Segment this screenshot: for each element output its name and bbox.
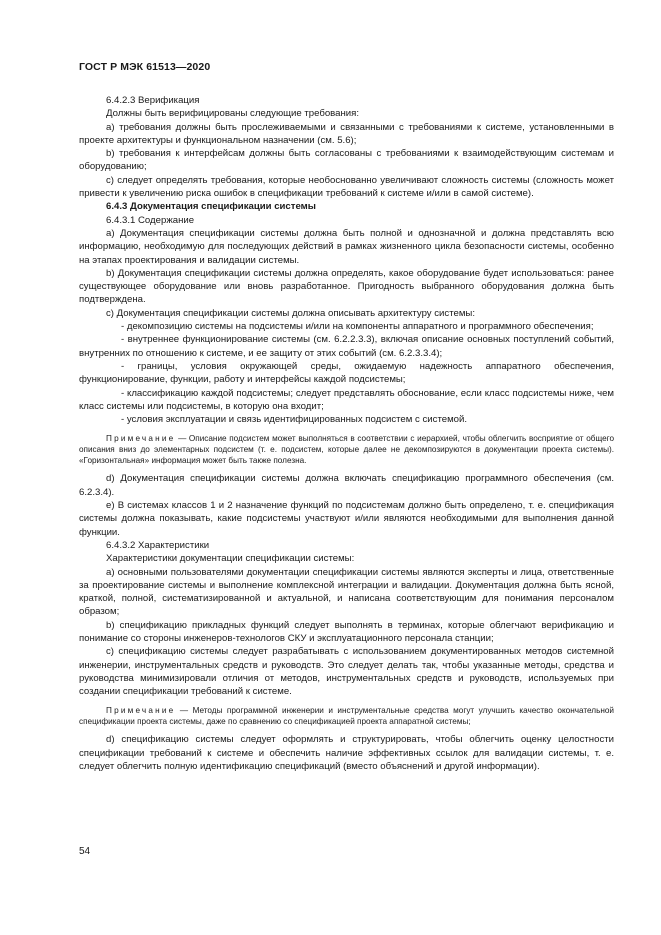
list-item: b) требования к интерфейсам должны быть согласованы с требованиями к взаимодействующим системам и оборудованию;	[79, 148, 614, 173]
dash-item: - классификацию каждой подсистемы; следует представлять обоснование, если класс подсистемы ниже, чем класс системы или подсистемы, в которую она входит;	[79, 387, 614, 412]
list-item: c) спецификацию системы следует разрабатывать с использованием документированных методов системной инженерии, инструментальных средств и руководств. Это следует делать так, чтобы указанные методы, средства и руководства минимизировали отличия от методов, инструментальных средств и руководств, используемых при создании спецификации требований к системе.	[79, 646, 614, 698]
note-text: — Методы программной инженерии и инструментальные средства могут улучшить качество окончательной спецификации проекта системы, даже по сравнению со спецификацией проекта аппаратной системы;	[79, 706, 615, 727]
list-item: a) требования должны быть прослеживаемыми и связанными с требованиями к системе, установленными в проекте архитектуры и функциональном назначении (см. 5.6);	[79, 121, 614, 146]
note-label: Примечание	[106, 434, 176, 444]
document-header: ГОСТ Р МЭК 61513—2020	[79, 61, 211, 73]
dash-item: - границы, условия окружающей среды, ожидаемую надежность аппаратного обеспечения, функционирование, функции, работу и интерфейсы каждой подсистемы;	[79, 360, 614, 386]
list-item: c) следует определять требования, которые необоснованно увеличивают сложность системы (сложность может привести к увеличению риска ошибок в спецификации требований к системе и/или в самой системе).	[79, 174, 614, 200]
list-item: d) Документация спецификации системы должна включать спецификацию программного обеспечения (см. 6.2.3.4).	[79, 473, 614, 498]
note-label: Примечание	[106, 706, 176, 716]
section-heading-6-4-3-2: 6.4.3.2 Характеристики	[106, 539, 210, 551]
dash-item: - декомпозицию системы на подсистемы и/или на компоненты аппаратного и программного обеспечения;	[121, 321, 594, 333]
page-number: 54	[79, 846, 91, 857]
note-1	[79, 433, 614, 466]
document-body	[79, 94, 614, 773]
list-item: e) В системах классов 1 и 2 назначение функций по подсистемам должно быть определено, т. е. спецификация системы должна показывать, какие подсистемы участвуют и/или являются необходимыми для выполнения данной функции.	[79, 500, 614, 538]
dash-item: - условия эксплуатации и связь идентифицированных подсистем с системой.	[121, 414, 468, 426]
list-item: d) спецификацию системы следует оформлять и структурировать, чтобы облегчить оценку целостности спецификации требований к системе и обеспечить наличие эффективных ссылок для валидации системы, т. е. следует облегчить полную идентификацию спецификаций (вместо объяснений и другой информации).	[79, 734, 614, 773]
dash-item: - внутреннее функционирование системы (см. 6.2.2.3.3), включая описание основных поступлений событий, внутренних по отношению к системе, и ее защиту от этих событий (см. 6.2.3.3.4);	[79, 334, 614, 359]
list-item: b) Документация спецификации системы должна определять, какое оборудование будет использоваться: ранее существующее оборудование или вновь разработанное. Пригодность выбранного оборудования должна быть подтверждена.	[79, 267, 614, 306]
note-2	[79, 705, 614, 727]
note-text: — Описание подсистем может выполняться в соответствии с иерархией, чтобы облегчить восприятие от общего описания вниз до элементарных подсистем (т. е. подсистем, которые далее не декомпозируются в документации проекта системы). «Горизонтальная» информация может быть также полезна.	[79, 434, 615, 466]
list-item: a) Документация спецификации системы должна быть полной и однозначной и должна представлять всю информацию, необходимую для последующих действий в рамках жизненного цикла безопасности системы, особенно на этапах проектирования и валидации системы.	[79, 227, 614, 266]
section-heading-6-4-2-3: 6.4.2.3 Верификация	[106, 95, 200, 106]
paragraph: Характеристики документации спецификации системы:	[106, 553, 355, 565]
list-item: a) основными пользователями документации спецификации системы являются эксперты и лица, ответственные за проектирование системы и выполнение комплексной интеграции и валидации. Документация должна быть ясной, краткой, полной, систематизированной и актуальной, и написана соответствующим для понимания персоналом образом;	[79, 566, 614, 618]
list-item: c) Документация спецификации системы должна описывать архитектуру системы:	[106, 307, 475, 319]
section-heading-6-4-3: 6.4.3 Документация спецификации системы	[106, 201, 316, 213]
section-heading-6-4-3-1: 6.4.3.1 Содержание	[106, 214, 195, 226]
list-item: b) спецификацию прикладных функций следует выполнять в терминах, которые облегчают верификацию и понимание со стороны инженеров-технологов СКУ и эксплуатационного персонала станции;	[79, 619, 614, 644]
paragraph: Должны быть верифицированы следующие требования:	[106, 108, 360, 120]
